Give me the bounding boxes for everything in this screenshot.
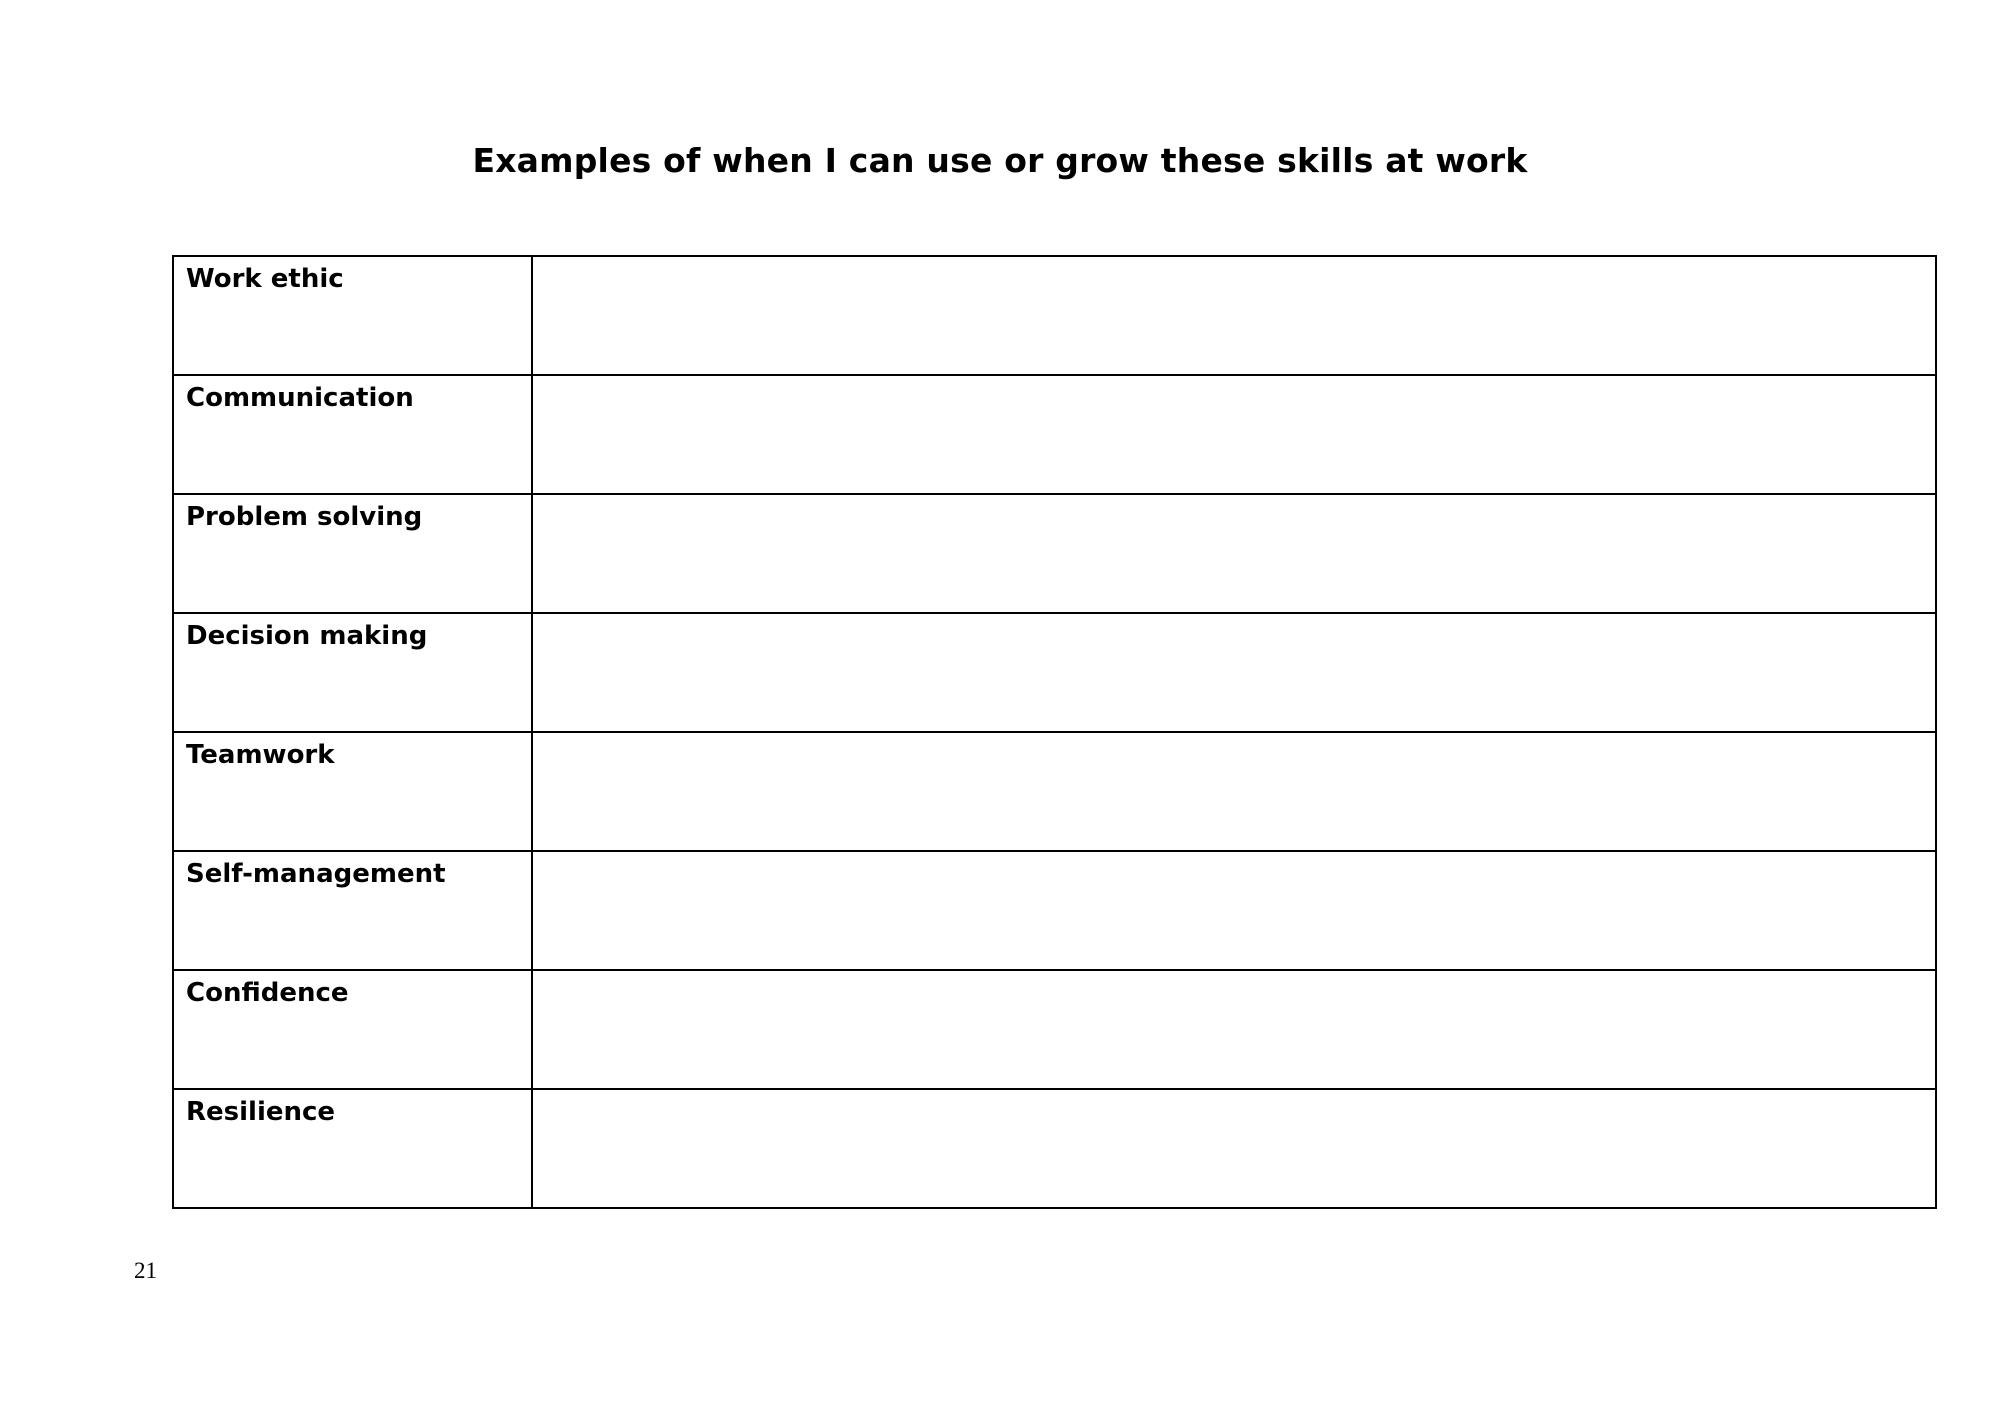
example-cell-self-management[interactable] xyxy=(532,851,1936,970)
skill-label-work-ethic: Work ethic xyxy=(173,256,532,375)
example-cell-problem-solving[interactable] xyxy=(532,494,1936,613)
table-row xyxy=(173,970,1936,1089)
example-cell-communication[interactable] xyxy=(532,375,1936,494)
table-row xyxy=(173,494,1936,613)
table-row xyxy=(173,1089,1936,1208)
skill-label-communication: Communication xyxy=(173,375,532,494)
skill-label-confidence: Confidence xyxy=(173,970,532,1089)
table-row xyxy=(173,613,1936,732)
skills-table xyxy=(172,255,1937,1209)
example-cell-work-ethic[interactable] xyxy=(532,256,1936,375)
skill-label-teamwork: Teamwork xyxy=(173,732,532,851)
table-row xyxy=(173,256,1936,375)
table-row xyxy=(173,732,1936,851)
example-cell-teamwork[interactable] xyxy=(532,732,1936,851)
table-row xyxy=(173,851,1936,970)
table-row xyxy=(173,375,1936,494)
page-title: Examples of when I can use or grow these skills at work xyxy=(472,141,1528,180)
skill-label-problem-solving: Problem solving xyxy=(173,494,532,613)
skill-label-decision-making: Decision making xyxy=(173,613,532,732)
example-cell-confidence[interactable] xyxy=(532,970,1936,1089)
skill-label-resilience: Resilience xyxy=(173,1089,532,1208)
page-number: 21 xyxy=(134,1258,157,1283)
example-cell-decision-making[interactable] xyxy=(532,613,1936,732)
skill-label-self-management: Self-management xyxy=(173,851,532,970)
example-cell-resilience[interactable] xyxy=(532,1089,1936,1208)
